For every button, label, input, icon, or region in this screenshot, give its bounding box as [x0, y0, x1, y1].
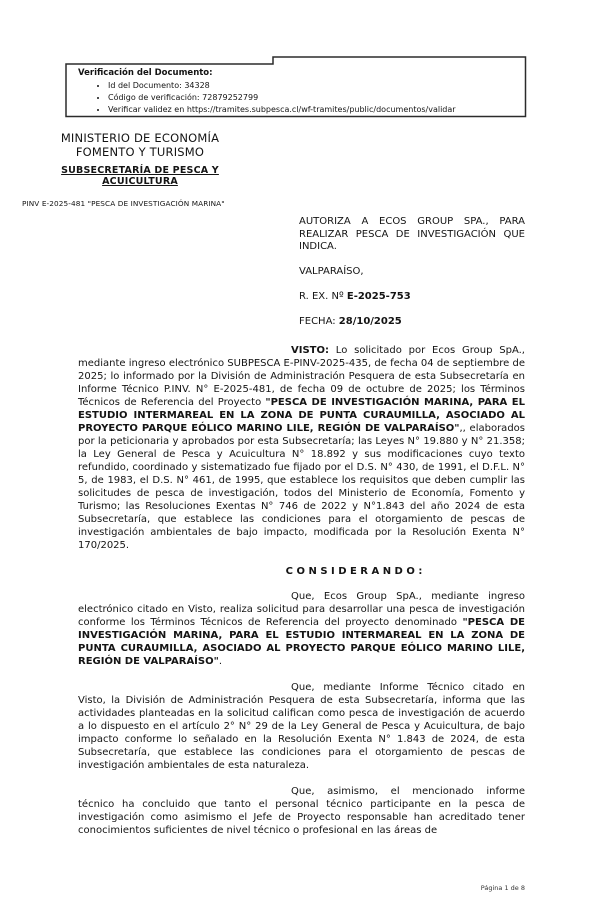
considerando-paragraph-2: Que, mediante Informe Técnico citado en Visto, la División de Administración Pesquera de esta Subsecretaría, informa que las actividades planteadas en la solicitud califican como pesca de investigación de acuerdo a lo dispuesto en el artículo 2° N° 29 de la Ley General de Pesca y Acuicultura, de bajo impacto conforme lo señalado en la Resolución Exenta N° 1.843 de 2024, de esta Subsecretaría, que establece las condiciones para el otorgamiento de pescas de investigación ambientales de esta naturaleza.	[78, 682, 525, 771]
institution-header	[25, 132, 255, 187]
subsecretaria-title: SUBSECRETARÍA DE PESCA Y ACUICULTURA	[61, 165, 219, 187]
document-body	[78, 344, 525, 850]
resolution-number-label: R. EX. Nº	[299, 290, 347, 302]
date-value: 28/10/2025	[338, 315, 402, 327]
date-line	[299, 316, 525, 328]
resolution-header	[299, 216, 525, 328]
ministry-name-line1: MINISTERIO DE ECONOMÍA	[60, 131, 220, 145]
resolution-subject: AUTORIZA A ECOS GROUP SPA., PARA REALIZAR PESCA DE INVESTIGACIÓN QUE INDICA.	[299, 216, 525, 252]
resolution-number-line	[299, 291, 525, 303]
considerando-paragraph-3: Que, asimismo, el mencionado informe técnico ha concluido que tanto el personal técnico participante en la pesca de investigación como asimismo el Jefe de Proyecto responsable han acreditado tener conocimientos suficientes de nivel técnico o profesional en las áreas de	[78, 786, 525, 836]
pinv-reference: PINV E-2025-481 "PESCA DE INVESTIGACIÓN MARINA"	[22, 199, 225, 208]
considerando-paragraph-1: Que, Ecos Group SpA., mediante ingreso electrónico citado en Visto, realiza solicitud para desarrollar una pesca de investigación conforme los Términos Técnicos de Referencia del proyecto denominado "PESCA DE INVESTIGACIÓN MARINA, PARA EL ESTUDIO INTERMAREAL EN LA ZONA DE PUNTA CURAUMILLA, ASOCIADO AL PROYECTO PARQUE EÓLICO MARINO LILE, REGIÓN DE VALPARAÍSO".	[78, 591, 525, 667]
verification-item-code: • Código de verificación: 72879252799	[108, 92, 517, 104]
considerando-heading: C O N S I D E R A N D O :	[285, 566, 423, 577]
resolution-number: E-2025-753	[346, 290, 411, 302]
visto-paragraph: VISTO: Lo solicitado por Ecos Group SpA., mediante ingreso electrónico SUBPESCA E-PINV-2025-435, de fecha 04 de septiembre de 2025; lo informado por la División de Administración Pesquera de esta Subsecretaría en Informe Técnico P.INV. N° E-2025-481, de fecha 09 de octubre de 2025; los Términos Técnicos de Referencia del Proyecto "PESCA DE INVESTIGACIÓN MARINA, PARA EL ESTUDIO INTERMAREAL EN LA ZONA DE PUNTA CURAUMILLA, ASOCIADO AL PROYECTO PARQUE EÓLICO MARINO LILE, REGIÓN DE VALPARAÍSO",, elaborados por la peticionaria y aprobados por esta Subsecretaría; las Leyes N° 19.880 y N° 21.358; la Ley General de Pesca y Acuicultura N° 18.892 y sus modificaciones cuyo texto refundido, coordinado y sistematizado fue fijado por el D.S. N° 430, de 1991, el D.F.L. N° 5, de 1983, el D.S. N° 461, de 1995, que establece los requisitos que deben cumplir las solicitudes de pesca de investigación, todos del Ministerio de Economía, Fomento y Turismo; las Resoluciones Exentas N° 746 de 2022 y N°1.843 del año 2024 de esta Subsecretaría, que establece las condiciones para el otorgamiento de pescas de investigación ambientales de bajo impacto, modificada por la Resolución Exenta N° 170/2025.	[78, 345, 525, 551]
verification-item-document-id: • Id del Documento: 34328	[108, 80, 517, 92]
ministry-name-line2: FOMENTO Y TURISMO	[75, 144, 205, 159]
verification-item-url: • Verificar validez en https://tramites.subpesca.cl/wf-tramites/public/documentos/validar	[108, 104, 517, 116]
verification-title: Verificación del Documento:	[78, 68, 213, 78]
verification-box	[65, 56, 527, 118]
verification-list	[78, 80, 517, 116]
date-label: FECHA:	[299, 315, 339, 327]
page-number: Página 1 de 8	[480, 884, 525, 892]
city-line: VALPARAÍSO,	[299, 265, 364, 277]
verification-content	[65, 56, 527, 116]
